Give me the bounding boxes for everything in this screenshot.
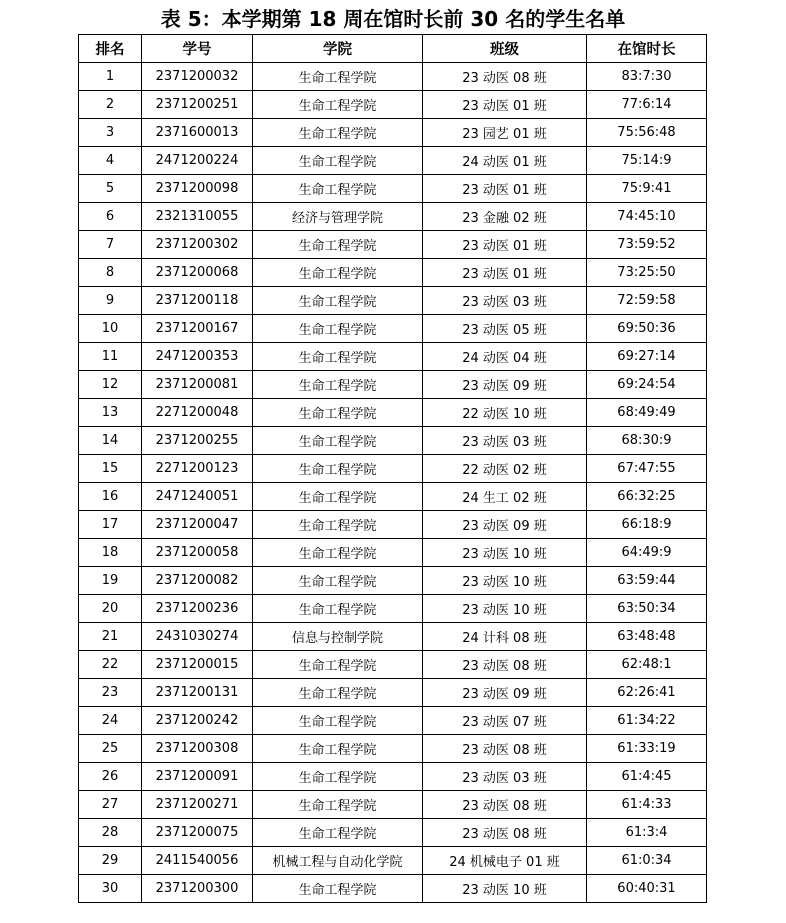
cell-rank: 28 [79, 819, 142, 847]
cell-student-id: 2371200242 [142, 707, 253, 735]
table-row [79, 371, 707, 399]
cell-college: 生命工程学院 [253, 539, 423, 567]
cell-duration: 77:6:14 [587, 91, 707, 119]
cell-class: 23 动医 05 班 [423, 315, 587, 343]
cell-duration: 73:25:50 [587, 259, 707, 287]
cell-class: 23 园艺 01 班 [423, 119, 587, 147]
table-row [79, 399, 707, 427]
cell-student-id: 2371200302 [142, 231, 253, 259]
header-class: 班级 [423, 35, 587, 63]
table-row [79, 567, 707, 595]
table-row [79, 875, 707, 903]
cell-class: 23 动医 03 班 [423, 763, 587, 791]
cell-student-id: 2471240051 [142, 483, 253, 511]
table-row [79, 91, 707, 119]
cell-college: 生命工程学院 [253, 399, 423, 427]
cell-student-id: 2371200255 [142, 427, 253, 455]
cell-rank: 24 [79, 707, 142, 735]
cell-duration: 68:49:49 [587, 399, 707, 427]
cell-student-id: 2371600013 [142, 119, 253, 147]
cell-college: 生命工程学院 [253, 511, 423, 539]
table-row [79, 539, 707, 567]
table-row [79, 735, 707, 763]
cell-duration: 63:59:44 [587, 567, 707, 595]
cell-duration: 72:59:58 [587, 287, 707, 315]
cell-student-id: 2371200068 [142, 259, 253, 287]
cell-student-id: 2431030274 [142, 623, 253, 651]
table-row [79, 679, 707, 707]
cell-duration: 69:24:54 [587, 371, 707, 399]
table-row [79, 203, 707, 231]
cell-college: 生命工程学院 [253, 595, 423, 623]
cell-rank: 21 [79, 623, 142, 651]
cell-rank: 10 [79, 315, 142, 343]
cell-duration: 63:48:48 [587, 623, 707, 651]
cell-class: 23 动医 09 班 [423, 679, 587, 707]
cell-rank: 18 [79, 539, 142, 567]
cell-student-id: 2471200224 [142, 147, 253, 175]
table-row [79, 595, 707, 623]
table-row [79, 231, 707, 259]
cell-duration: 69:27:14 [587, 343, 707, 371]
cell-student-id: 2371200047 [142, 511, 253, 539]
cell-rank: 29 [79, 847, 142, 875]
cell-duration: 64:49:9 [587, 539, 707, 567]
cell-class: 23 动医 01 班 [423, 259, 587, 287]
cell-duration: 73:59:52 [587, 231, 707, 259]
cell-rank: 25 [79, 735, 142, 763]
cell-rank: 6 [79, 203, 142, 231]
cell-college: 生命工程学院 [253, 119, 423, 147]
cell-rank: 26 [79, 763, 142, 791]
cell-class: 22 动医 10 班 [423, 399, 587, 427]
cell-class: 22 动医 02 班 [423, 455, 587, 483]
cell-student-id: 2371200118 [142, 287, 253, 315]
cell-rank: 13 [79, 399, 142, 427]
cell-student-id: 2321310055 [142, 203, 253, 231]
cell-rank: 16 [79, 483, 142, 511]
table-row [79, 483, 707, 511]
table-row [79, 455, 707, 483]
cell-duration: 66:32:25 [587, 483, 707, 511]
cell-class: 23 动医 07 班 [423, 707, 587, 735]
cell-college: 生命工程学院 [253, 63, 423, 91]
cell-duration: 75:14:9 [587, 147, 707, 175]
cell-rank: 27 [79, 791, 142, 819]
cell-rank: 23 [79, 679, 142, 707]
cell-college: 生命工程学院 [253, 819, 423, 847]
cell-student-id: 2371200308 [142, 735, 253, 763]
cell-college: 生命工程学院 [253, 679, 423, 707]
cell-class: 24 机械电子 01 班 [423, 847, 587, 875]
table-row [79, 119, 707, 147]
cell-duration: 62:26:41 [587, 679, 707, 707]
cell-duration: 68:30:9 [587, 427, 707, 455]
cell-student-id: 2371200251 [142, 91, 253, 119]
cell-duration: 61:0:34 [587, 847, 707, 875]
cell-student-id: 2371200236 [142, 595, 253, 623]
cell-rank: 22 [79, 651, 142, 679]
cell-college: 机械工程与自动化学院 [253, 847, 423, 875]
ranking-table [78, 34, 707, 903]
cell-student-id: 2371200098 [142, 175, 253, 203]
cell-rank: 7 [79, 231, 142, 259]
cell-college: 生命工程学院 [253, 147, 423, 175]
cell-duration: 67:47:55 [587, 455, 707, 483]
cell-student-id: 2371200082 [142, 567, 253, 595]
cell-college: 生命工程学院 [253, 343, 423, 371]
cell-class: 23 动医 08 班 [423, 735, 587, 763]
cell-student-id: 2371200015 [142, 651, 253, 679]
cell-rank: 11 [79, 343, 142, 371]
table-title: 表 5：本学期第 18 周在馆时长前 30 名的学生名单 [160, 7, 626, 31]
cell-rank: 3 [79, 119, 142, 147]
table-row [79, 763, 707, 791]
cell-duration: 62:48:1 [587, 651, 707, 679]
cell-rank: 1 [79, 63, 142, 91]
cell-class: 23 动医 10 班 [423, 875, 587, 903]
cell-college: 生命工程学院 [253, 735, 423, 763]
cell-duration: 61:4:45 [587, 763, 707, 791]
cell-student-id: 2371200075 [142, 819, 253, 847]
cell-class: 23 动医 10 班 [423, 539, 587, 567]
cell-class: 24 动医 01 班 [423, 147, 587, 175]
cell-class: 23 金融 02 班 [423, 203, 587, 231]
cell-student-id: 2371200271 [142, 791, 253, 819]
table-row [79, 147, 707, 175]
cell-rank: 5 [79, 175, 142, 203]
cell-student-id: 2371200091 [142, 763, 253, 791]
table-row [79, 651, 707, 679]
cell-class: 23 动医 08 班 [423, 791, 587, 819]
cell-duration: 66:18:9 [587, 511, 707, 539]
cell-class: 23 动医 08 班 [423, 819, 587, 847]
table-row [79, 63, 707, 91]
cell-college: 生命工程学院 [253, 371, 423, 399]
table-row [79, 707, 707, 735]
cell-class: 23 动医 10 班 [423, 567, 587, 595]
cell-college: 信息与控制学院 [253, 623, 423, 651]
cell-college: 生命工程学院 [253, 91, 423, 119]
cell-class: 24 动医 04 班 [423, 343, 587, 371]
cell-college: 生命工程学院 [253, 875, 423, 903]
table-row [79, 511, 707, 539]
cell-rank: 14 [79, 427, 142, 455]
cell-rank: 30 [79, 875, 142, 903]
cell-rank: 17 [79, 511, 142, 539]
cell-rank: 9 [79, 287, 142, 315]
cell-rank: 19 [79, 567, 142, 595]
cell-duration: 69:50:36 [587, 315, 707, 343]
cell-class: 23 动医 09 班 [423, 371, 587, 399]
table-row [79, 287, 707, 315]
cell-duration: 61:34:22 [587, 707, 707, 735]
cell-college: 生命工程学院 [253, 287, 423, 315]
cell-college: 生命工程学院 [253, 567, 423, 595]
table-row [79, 427, 707, 455]
table-row [79, 847, 707, 875]
cell-student-id: 2371200167 [142, 315, 253, 343]
cell-college: 生命工程学院 [253, 455, 423, 483]
cell-student-id: 2371200058 [142, 539, 253, 567]
cell-class: 23 动医 08 班 [423, 63, 587, 91]
header-rank: 排名 [79, 35, 142, 63]
cell-college: 生命工程学院 [253, 231, 423, 259]
table-row [79, 175, 707, 203]
table-row [79, 343, 707, 371]
cell-duration: 83:7:30 [587, 63, 707, 91]
cell-college: 经济与管理学院 [253, 203, 423, 231]
cell-college: 生命工程学院 [253, 427, 423, 455]
cell-rank: 15 [79, 455, 142, 483]
cell-rank: 2 [79, 91, 142, 119]
cell-college: 生命工程学院 [253, 651, 423, 679]
cell-duration: 75:56:48 [587, 119, 707, 147]
table-row [79, 819, 707, 847]
cell-student-id: 2371200300 [142, 875, 253, 903]
cell-rank: 12 [79, 371, 142, 399]
cell-duration: 75:9:41 [587, 175, 707, 203]
cell-rank: 4 [79, 147, 142, 175]
cell-class: 24 计科 08 班 [423, 623, 587, 651]
cell-class: 23 动医 01 班 [423, 175, 587, 203]
table-row [79, 259, 707, 287]
cell-class: 24 生工 02 班 [423, 483, 587, 511]
cell-duration: 60:40:31 [587, 875, 707, 903]
cell-college: 生命工程学院 [253, 707, 423, 735]
header-college: 学院 [253, 35, 423, 63]
table-row [79, 315, 707, 343]
cell-student-id: 2471200353 [142, 343, 253, 371]
cell-class: 23 动医 03 班 [423, 427, 587, 455]
cell-student-id: 2271200123 [142, 455, 253, 483]
cell-duration: 74:45:10 [587, 203, 707, 231]
cell-rank: 8 [79, 259, 142, 287]
table-row [79, 623, 707, 651]
cell-rank: 20 [79, 595, 142, 623]
cell-class: 23 动医 01 班 [423, 231, 587, 259]
cell-college: 生命工程学院 [253, 791, 423, 819]
cell-college: 生命工程学院 [253, 763, 423, 791]
cell-duration: 63:50:34 [587, 595, 707, 623]
cell-class: 23 动医 08 班 [423, 651, 587, 679]
cell-duration: 61:33:19 [587, 735, 707, 763]
cell-class: 23 动医 09 班 [423, 511, 587, 539]
cell-class: 23 动医 03 班 [423, 287, 587, 315]
cell-college: 生命工程学院 [253, 315, 423, 343]
cell-student-id: 2271200048 [142, 399, 253, 427]
cell-college: 生命工程学院 [253, 175, 423, 203]
cell-student-id: 2371200081 [142, 371, 253, 399]
header-row [79, 35, 707, 63]
header-student-id: 学号 [142, 35, 253, 63]
cell-student-id: 2371200032 [142, 63, 253, 91]
header-duration: 在馆时长 [587, 35, 707, 63]
table-row [79, 791, 707, 819]
cell-duration: 61:4:33 [587, 791, 707, 819]
cell-class: 23 动医 01 班 [423, 91, 587, 119]
cell-duration: 61:3:4 [587, 819, 707, 847]
cell-student-id: 2411540056 [142, 847, 253, 875]
cell-college: 生命工程学院 [253, 259, 423, 287]
cell-student-id: 2371200131 [142, 679, 253, 707]
cell-college: 生命工程学院 [253, 483, 423, 511]
cell-class: 23 动医 10 班 [423, 595, 587, 623]
